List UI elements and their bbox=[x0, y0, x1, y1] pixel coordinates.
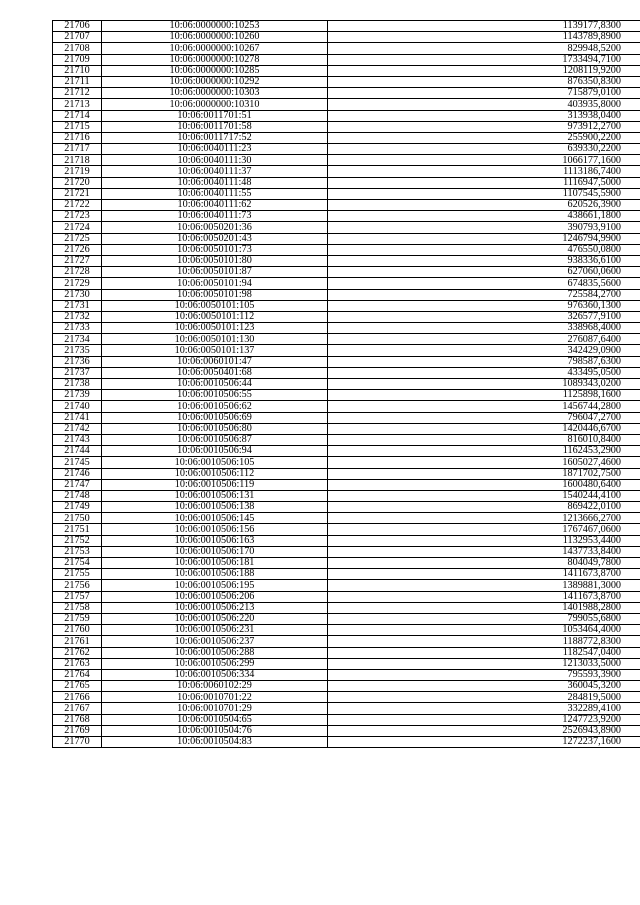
row-number-cell: 21726 bbox=[53, 244, 102, 255]
table-row bbox=[53, 155, 640, 166]
cadastral-number-cell: 10:06:0010504:65 bbox=[102, 714, 328, 725]
row-number-cell: 21756 bbox=[53, 580, 102, 591]
cadastral-number-cell: 10:06:0010506:131 bbox=[102, 490, 328, 501]
cadastral-value-cell: 1116947,5000 bbox=[328, 177, 640, 188]
cadastral-value-cell: 725584,2700 bbox=[328, 289, 640, 300]
table-row bbox=[53, 692, 640, 703]
cadastral-value-cell: 255900,2200 bbox=[328, 132, 640, 143]
table-row bbox=[53, 200, 640, 211]
cadastral-value-cell: 804049,7800 bbox=[328, 558, 640, 569]
table-row bbox=[53, 714, 640, 725]
row-number-cell: 21754 bbox=[53, 558, 102, 569]
table-row bbox=[53, 21, 640, 32]
cadastral-number-cell: 10:06:0010506:119 bbox=[102, 479, 328, 490]
table-row bbox=[53, 401, 640, 412]
cadastral-value-cell: 313938,0400 bbox=[328, 110, 640, 121]
row-number-cell: 21769 bbox=[53, 725, 102, 736]
table-row bbox=[53, 65, 640, 76]
table-row bbox=[53, 233, 640, 244]
row-number-cell: 21745 bbox=[53, 457, 102, 468]
table-row bbox=[53, 188, 640, 199]
cadastral-value-cell: 627060,0600 bbox=[328, 267, 640, 278]
table-row bbox=[53, 311, 640, 322]
cadastral-value-cell: 438661,1800 bbox=[328, 211, 640, 222]
cadastral-value-cell: 715879,0100 bbox=[328, 88, 640, 99]
cadastral-value-cell: 674835,5600 bbox=[328, 278, 640, 289]
table-row bbox=[53, 502, 640, 513]
cadastral-value-cell: 1600480,6400 bbox=[328, 479, 640, 490]
table-row bbox=[53, 423, 640, 434]
cadastral-value-cell: 1401988,2800 bbox=[328, 602, 640, 613]
cadastral-number-cell: 10:06:0010506:188 bbox=[102, 569, 328, 580]
cadastral-number-cell: 10:06:0010506:334 bbox=[102, 669, 328, 680]
table-row bbox=[53, 255, 640, 266]
cadastral-value-cell: 360045,3200 bbox=[328, 681, 640, 692]
row-number-cell: 21747 bbox=[53, 479, 102, 490]
table-row bbox=[53, 356, 640, 367]
cadastral-number-cell: 10:06:0010506:220 bbox=[102, 613, 328, 624]
cadastral-value-table-page bbox=[52, 20, 620, 748]
row-number-cell: 21734 bbox=[53, 334, 102, 345]
row-number-cell: 21739 bbox=[53, 390, 102, 401]
table-row bbox=[53, 222, 640, 233]
cadastral-number-cell: 10:06:0000000:10310 bbox=[102, 99, 328, 110]
row-number-cell: 21715 bbox=[53, 121, 102, 132]
cadastral-value-cell: 829948,5200 bbox=[328, 43, 640, 54]
cadastral-number-cell: 10:06:0010506:299 bbox=[102, 658, 328, 669]
cadastral-value-cell: 1089343,0200 bbox=[328, 379, 640, 390]
cadastral-number-cell: 10:06:0050101:137 bbox=[102, 345, 328, 356]
cadastral-value-cell: 1213033,5000 bbox=[328, 658, 640, 669]
cadastral-number-cell: 10:06:0011701:51 bbox=[102, 110, 328, 121]
cadastral-value-cell: 876350,8300 bbox=[328, 76, 640, 87]
cadastral-number-cell: 10:06:0000000:10303 bbox=[102, 88, 328, 99]
row-number-cell: 21713 bbox=[53, 99, 102, 110]
row-number-cell: 21709 bbox=[53, 54, 102, 65]
table-row bbox=[53, 412, 640, 423]
cadastral-number-cell: 10:06:0010506:288 bbox=[102, 647, 328, 658]
cadastral-value-cell: 1182547,0400 bbox=[328, 647, 640, 658]
cadastral-number-cell: 10:06:0010506:163 bbox=[102, 535, 328, 546]
cadastral-number-cell: 10:06:0010506:195 bbox=[102, 580, 328, 591]
row-number-cell: 21749 bbox=[53, 502, 102, 513]
cadastral-number-cell: 10:06:0050101:73 bbox=[102, 244, 328, 255]
cadastral-value-cell: 1420446,6700 bbox=[328, 423, 640, 434]
table-row bbox=[53, 468, 640, 479]
table-row bbox=[53, 636, 640, 647]
row-number-cell: 21722 bbox=[53, 200, 102, 211]
table-row bbox=[53, 323, 640, 334]
row-number-cell: 21764 bbox=[53, 669, 102, 680]
cadastral-number-cell: 10:06:0010506:105 bbox=[102, 457, 328, 468]
cadastral-value-cell: 620526,3900 bbox=[328, 200, 640, 211]
cadastral-number-cell: 10:06:0010506:80 bbox=[102, 423, 328, 434]
cadastral-value-cell: 1767467,0600 bbox=[328, 524, 640, 535]
table-row bbox=[53, 267, 640, 278]
row-number-cell: 21710 bbox=[53, 65, 102, 76]
row-number-cell: 21760 bbox=[53, 625, 102, 636]
table-row bbox=[53, 211, 640, 222]
row-number-cell: 21743 bbox=[53, 434, 102, 445]
cadastral-number-cell: 10:06:0011701:58 bbox=[102, 121, 328, 132]
row-number-cell: 21742 bbox=[53, 423, 102, 434]
row-number-cell: 21758 bbox=[53, 602, 102, 613]
row-number-cell: 21759 bbox=[53, 613, 102, 624]
cadastral-value-cell: 1733494,7100 bbox=[328, 54, 640, 65]
cadastral-number-cell: 10:06:0010506:181 bbox=[102, 558, 328, 569]
row-number-cell: 21766 bbox=[53, 692, 102, 703]
cadastral-value-cell: 1246794,9900 bbox=[328, 233, 640, 244]
cadastral-value-cell: 1107545,5900 bbox=[328, 188, 640, 199]
table-row bbox=[53, 446, 640, 457]
table-row bbox=[53, 479, 640, 490]
table-row bbox=[53, 132, 640, 143]
cadastral-number-cell: 10:06:0000000:10292 bbox=[102, 76, 328, 87]
cadastral-value-cell: 869422,0100 bbox=[328, 502, 640, 513]
table-row bbox=[53, 300, 640, 311]
row-number-cell: 21757 bbox=[53, 591, 102, 602]
row-number-cell: 21727 bbox=[53, 255, 102, 266]
row-number-cell: 21711 bbox=[53, 76, 102, 87]
cadastral-value-cell: 1208119,9200 bbox=[328, 65, 640, 76]
row-number-cell: 21770 bbox=[53, 737, 102, 748]
row-number-cell: 21736 bbox=[53, 356, 102, 367]
cadastral-number-cell: 10:06:0060102:29 bbox=[102, 681, 328, 692]
row-number-cell: 21744 bbox=[53, 446, 102, 457]
row-number-cell: 21720 bbox=[53, 177, 102, 188]
cadastral-value-cell: 1143789,8900 bbox=[328, 32, 640, 43]
cadastral-value-cell: 403935,8000 bbox=[328, 99, 640, 110]
table-row bbox=[53, 32, 640, 43]
cadastral-number-cell: 10:06:0050101:87 bbox=[102, 267, 328, 278]
cadastral-number-cell: 10:06:0040111:30 bbox=[102, 155, 328, 166]
table-row bbox=[53, 345, 640, 356]
cadastral-number-cell: 10:06:0010506:231 bbox=[102, 625, 328, 636]
table-row bbox=[53, 490, 640, 501]
row-number-cell: 21746 bbox=[53, 468, 102, 479]
cadastral-value-cell: 1411673,8700 bbox=[328, 569, 640, 580]
table-row bbox=[53, 524, 640, 535]
cadastral-number-cell: 10:06:0010504:76 bbox=[102, 725, 328, 736]
table-body bbox=[53, 21, 640, 748]
row-number-cell: 21752 bbox=[53, 535, 102, 546]
cadastral-value-cell: 1540244,4100 bbox=[328, 490, 640, 501]
cadastral-value-cell: 973912,2700 bbox=[328, 121, 640, 132]
cadastral-number-cell: 10:06:0050201:36 bbox=[102, 222, 328, 233]
cadastral-value-cell: 1437733,8400 bbox=[328, 546, 640, 557]
cadastral-number-cell: 10:06:0000000:10267 bbox=[102, 43, 328, 54]
table-row bbox=[53, 88, 640, 99]
cadastral-number-cell: 10:06:0010506:87 bbox=[102, 434, 328, 445]
cadastral-number-cell: 10:06:0010506:138 bbox=[102, 502, 328, 513]
cadastral-number-cell: 10:06:0010506:69 bbox=[102, 412, 328, 423]
table-row bbox=[53, 76, 640, 87]
row-number-cell: 21765 bbox=[53, 681, 102, 692]
row-number-cell: 21732 bbox=[53, 311, 102, 322]
cadastral-value-cell: 1247723,9200 bbox=[328, 714, 640, 725]
row-number-cell: 21706 bbox=[53, 21, 102, 32]
cadastral-number-cell: 10:06:0010701:29 bbox=[102, 703, 328, 714]
cadastral-number-cell: 10:06:0010506:156 bbox=[102, 524, 328, 535]
table-row bbox=[53, 434, 640, 445]
row-number-cell: 21729 bbox=[53, 278, 102, 289]
cadastral-value-cell: 938336,6100 bbox=[328, 255, 640, 266]
table-row bbox=[53, 457, 640, 468]
row-number-cell: 21725 bbox=[53, 233, 102, 244]
cadastral-number-cell: 10:06:0010506:55 bbox=[102, 390, 328, 401]
table-row bbox=[53, 379, 640, 390]
cadastral-value-cell: 332289,4100 bbox=[328, 703, 640, 714]
cadastral-value-cell: 795593,3900 bbox=[328, 669, 640, 680]
cadastral-number-cell: 10:06:0000000:10285 bbox=[102, 65, 328, 76]
cadastral-value-cell: 1125898,1600 bbox=[328, 390, 640, 401]
row-number-cell: 21721 bbox=[53, 188, 102, 199]
row-number-cell: 21741 bbox=[53, 412, 102, 423]
cadastral-number-cell: 10:06:0040111:62 bbox=[102, 200, 328, 211]
cadastral-value-cell: 816010,8400 bbox=[328, 434, 640, 445]
cadastral-value-cell: 433495,0500 bbox=[328, 367, 640, 378]
cadastral-number-cell: 10:06:0050101:123 bbox=[102, 323, 328, 334]
cadastral-value-cell: 1066177,1600 bbox=[328, 155, 640, 166]
table-row bbox=[53, 558, 640, 569]
row-number-cell: 21740 bbox=[53, 401, 102, 412]
table-row bbox=[53, 367, 640, 378]
cadastral-value-cell: 390793,9100 bbox=[328, 222, 640, 233]
cadastral-number-cell: 10:06:0010504:83 bbox=[102, 737, 328, 748]
cadastral-number-cell: 10:06:0060101:47 bbox=[102, 356, 328, 367]
table-row bbox=[53, 54, 640, 65]
cadastral-value-cell: 796047,2700 bbox=[328, 412, 640, 423]
cadastral-number-cell: 10:06:0040111:48 bbox=[102, 177, 328, 188]
cadastral-number-cell: 10:06:0010506:94 bbox=[102, 446, 328, 457]
cadastral-value-cell: 476550,0800 bbox=[328, 244, 640, 255]
cadastral-value-cell: 799055,6800 bbox=[328, 613, 640, 624]
row-number-cell: 21733 bbox=[53, 323, 102, 334]
cadastral-value-cell: 1162453,2900 bbox=[328, 446, 640, 457]
cadastral-value-table bbox=[52, 20, 640, 748]
cadastral-value-cell: 342429,0900 bbox=[328, 345, 640, 356]
table-row bbox=[53, 569, 640, 580]
cadastral-value-cell: 1605027,4600 bbox=[328, 457, 640, 468]
cadastral-value-cell: 1132953,4400 bbox=[328, 535, 640, 546]
cadastral-value-cell: 326577,9100 bbox=[328, 311, 640, 322]
row-number-cell: 21735 bbox=[53, 345, 102, 356]
row-number-cell: 21750 bbox=[53, 513, 102, 524]
row-number-cell: 21712 bbox=[53, 88, 102, 99]
cadastral-value-cell: 2526943,8900 bbox=[328, 725, 640, 736]
cadastral-number-cell: 10:06:0050101:130 bbox=[102, 334, 328, 345]
table-row bbox=[53, 625, 640, 636]
cadastral-value-cell: 1871702,7500 bbox=[328, 468, 640, 479]
table-row bbox=[53, 681, 640, 692]
cadastral-number-cell: 10:06:0000000:10253 bbox=[102, 21, 328, 32]
cadastral-number-cell: 10:06:0010506:213 bbox=[102, 602, 328, 613]
table-row bbox=[53, 580, 640, 591]
row-number-cell: 21719 bbox=[53, 166, 102, 177]
cadastral-value-cell: 1139177,8300 bbox=[328, 21, 640, 32]
cadastral-value-cell: 1113186,7400 bbox=[328, 166, 640, 177]
row-number-cell: 21748 bbox=[53, 490, 102, 501]
cadastral-number-cell: 10:06:0050201:43 bbox=[102, 233, 328, 244]
cadastral-number-cell: 10:06:0010506:112 bbox=[102, 468, 328, 479]
cadastral-number-cell: 10:06:0040111:23 bbox=[102, 144, 328, 155]
cadastral-value-cell: 284819,5000 bbox=[328, 692, 640, 703]
row-number-cell: 21714 bbox=[53, 110, 102, 121]
cadastral-value-cell: 276087,6400 bbox=[328, 334, 640, 345]
table-row bbox=[53, 244, 640, 255]
cadastral-number-cell: 10:06:0040111:37 bbox=[102, 166, 328, 177]
row-number-cell: 21731 bbox=[53, 300, 102, 311]
cadastral-value-cell: 1456744,2800 bbox=[328, 401, 640, 412]
row-number-cell: 21707 bbox=[53, 32, 102, 43]
row-number-cell: 21728 bbox=[53, 267, 102, 278]
cadastral-value-cell: 1213666,2700 bbox=[328, 513, 640, 524]
table-row bbox=[53, 99, 640, 110]
cadastral-number-cell: 10:06:0010506:62 bbox=[102, 401, 328, 412]
cadastral-value-cell: 798587,6300 bbox=[328, 356, 640, 367]
table-row bbox=[53, 613, 640, 624]
cadastral-number-cell: 10:06:0010506:145 bbox=[102, 513, 328, 524]
table-row bbox=[53, 43, 640, 54]
row-number-cell: 21723 bbox=[53, 211, 102, 222]
table-row bbox=[53, 737, 640, 748]
cadastral-number-cell: 10:06:0010506:206 bbox=[102, 591, 328, 602]
cadastral-number-cell: 10:06:0050101:94 bbox=[102, 278, 328, 289]
row-number-cell: 21763 bbox=[53, 658, 102, 669]
table-row bbox=[53, 177, 640, 188]
cadastral-number-cell: 10:06:0010506:237 bbox=[102, 636, 328, 647]
cadastral-number-cell: 10:06:0050401:68 bbox=[102, 367, 328, 378]
row-number-cell: 21737 bbox=[53, 367, 102, 378]
cadastral-value-cell: 338968,4000 bbox=[328, 323, 640, 334]
cadastral-number-cell: 10:06:0040111:73 bbox=[102, 211, 328, 222]
row-number-cell: 21738 bbox=[53, 379, 102, 390]
cadastral-value-cell: 1053464,4000 bbox=[328, 625, 640, 636]
table-row bbox=[53, 166, 640, 177]
table-row bbox=[53, 591, 640, 602]
cadastral-value-cell: 1411673,8700 bbox=[328, 591, 640, 602]
cadastral-number-cell: 10:06:0011717:52 bbox=[102, 132, 328, 143]
cadastral-number-cell: 10:06:0050101:98 bbox=[102, 289, 328, 300]
table-row bbox=[53, 278, 640, 289]
table-row bbox=[53, 535, 640, 546]
cadastral-number-cell: 10:06:0010506:170 bbox=[102, 546, 328, 557]
cadastral-value-cell: 976360,1300 bbox=[328, 300, 640, 311]
row-number-cell: 21761 bbox=[53, 636, 102, 647]
table-row bbox=[53, 144, 640, 155]
row-number-cell: 21762 bbox=[53, 647, 102, 658]
table-row bbox=[53, 703, 640, 714]
row-number-cell: 21716 bbox=[53, 132, 102, 143]
cadastral-number-cell: 10:06:0050101:105 bbox=[102, 300, 328, 311]
cadastral-number-cell: 10:06:0000000:10278 bbox=[102, 54, 328, 65]
row-number-cell: 21708 bbox=[53, 43, 102, 54]
cadastral-number-cell: 10:06:0010701:22 bbox=[102, 692, 328, 703]
row-number-cell: 21753 bbox=[53, 546, 102, 557]
row-number-cell: 21730 bbox=[53, 289, 102, 300]
table-row bbox=[53, 546, 640, 557]
table-row bbox=[53, 725, 640, 736]
table-row bbox=[53, 121, 640, 132]
table-row bbox=[53, 513, 640, 524]
row-number-cell: 21755 bbox=[53, 569, 102, 580]
cadastral-value-cell: 1188772,8300 bbox=[328, 636, 640, 647]
table-row bbox=[53, 669, 640, 680]
row-number-cell: 21718 bbox=[53, 155, 102, 166]
row-number-cell: 21767 bbox=[53, 703, 102, 714]
table-row bbox=[53, 658, 640, 669]
row-number-cell: 21768 bbox=[53, 714, 102, 725]
cadastral-number-cell: 10:06:0040111:55 bbox=[102, 188, 328, 199]
cadastral-number-cell: 10:06:0050101:112 bbox=[102, 311, 328, 322]
cadastral-value-cell: 1272237,1600 bbox=[328, 737, 640, 748]
table-row bbox=[53, 110, 640, 121]
cadastral-number-cell: 10:06:0000000:10260 bbox=[102, 32, 328, 43]
table-row bbox=[53, 289, 640, 300]
row-number-cell: 21724 bbox=[53, 222, 102, 233]
table-row bbox=[53, 647, 640, 658]
table-row bbox=[53, 334, 640, 345]
table-row bbox=[53, 602, 640, 613]
cadastral-value-cell: 1389881,3000 bbox=[328, 580, 640, 591]
table-row bbox=[53, 390, 640, 401]
cadastral-value-cell: 639330,2200 bbox=[328, 144, 640, 155]
cadastral-number-cell: 10:06:0050101:80 bbox=[102, 255, 328, 266]
cadastral-number-cell: 10:06:0010506:44 bbox=[102, 379, 328, 390]
row-number-cell: 21751 bbox=[53, 524, 102, 535]
row-number-cell: 21717 bbox=[53, 144, 102, 155]
